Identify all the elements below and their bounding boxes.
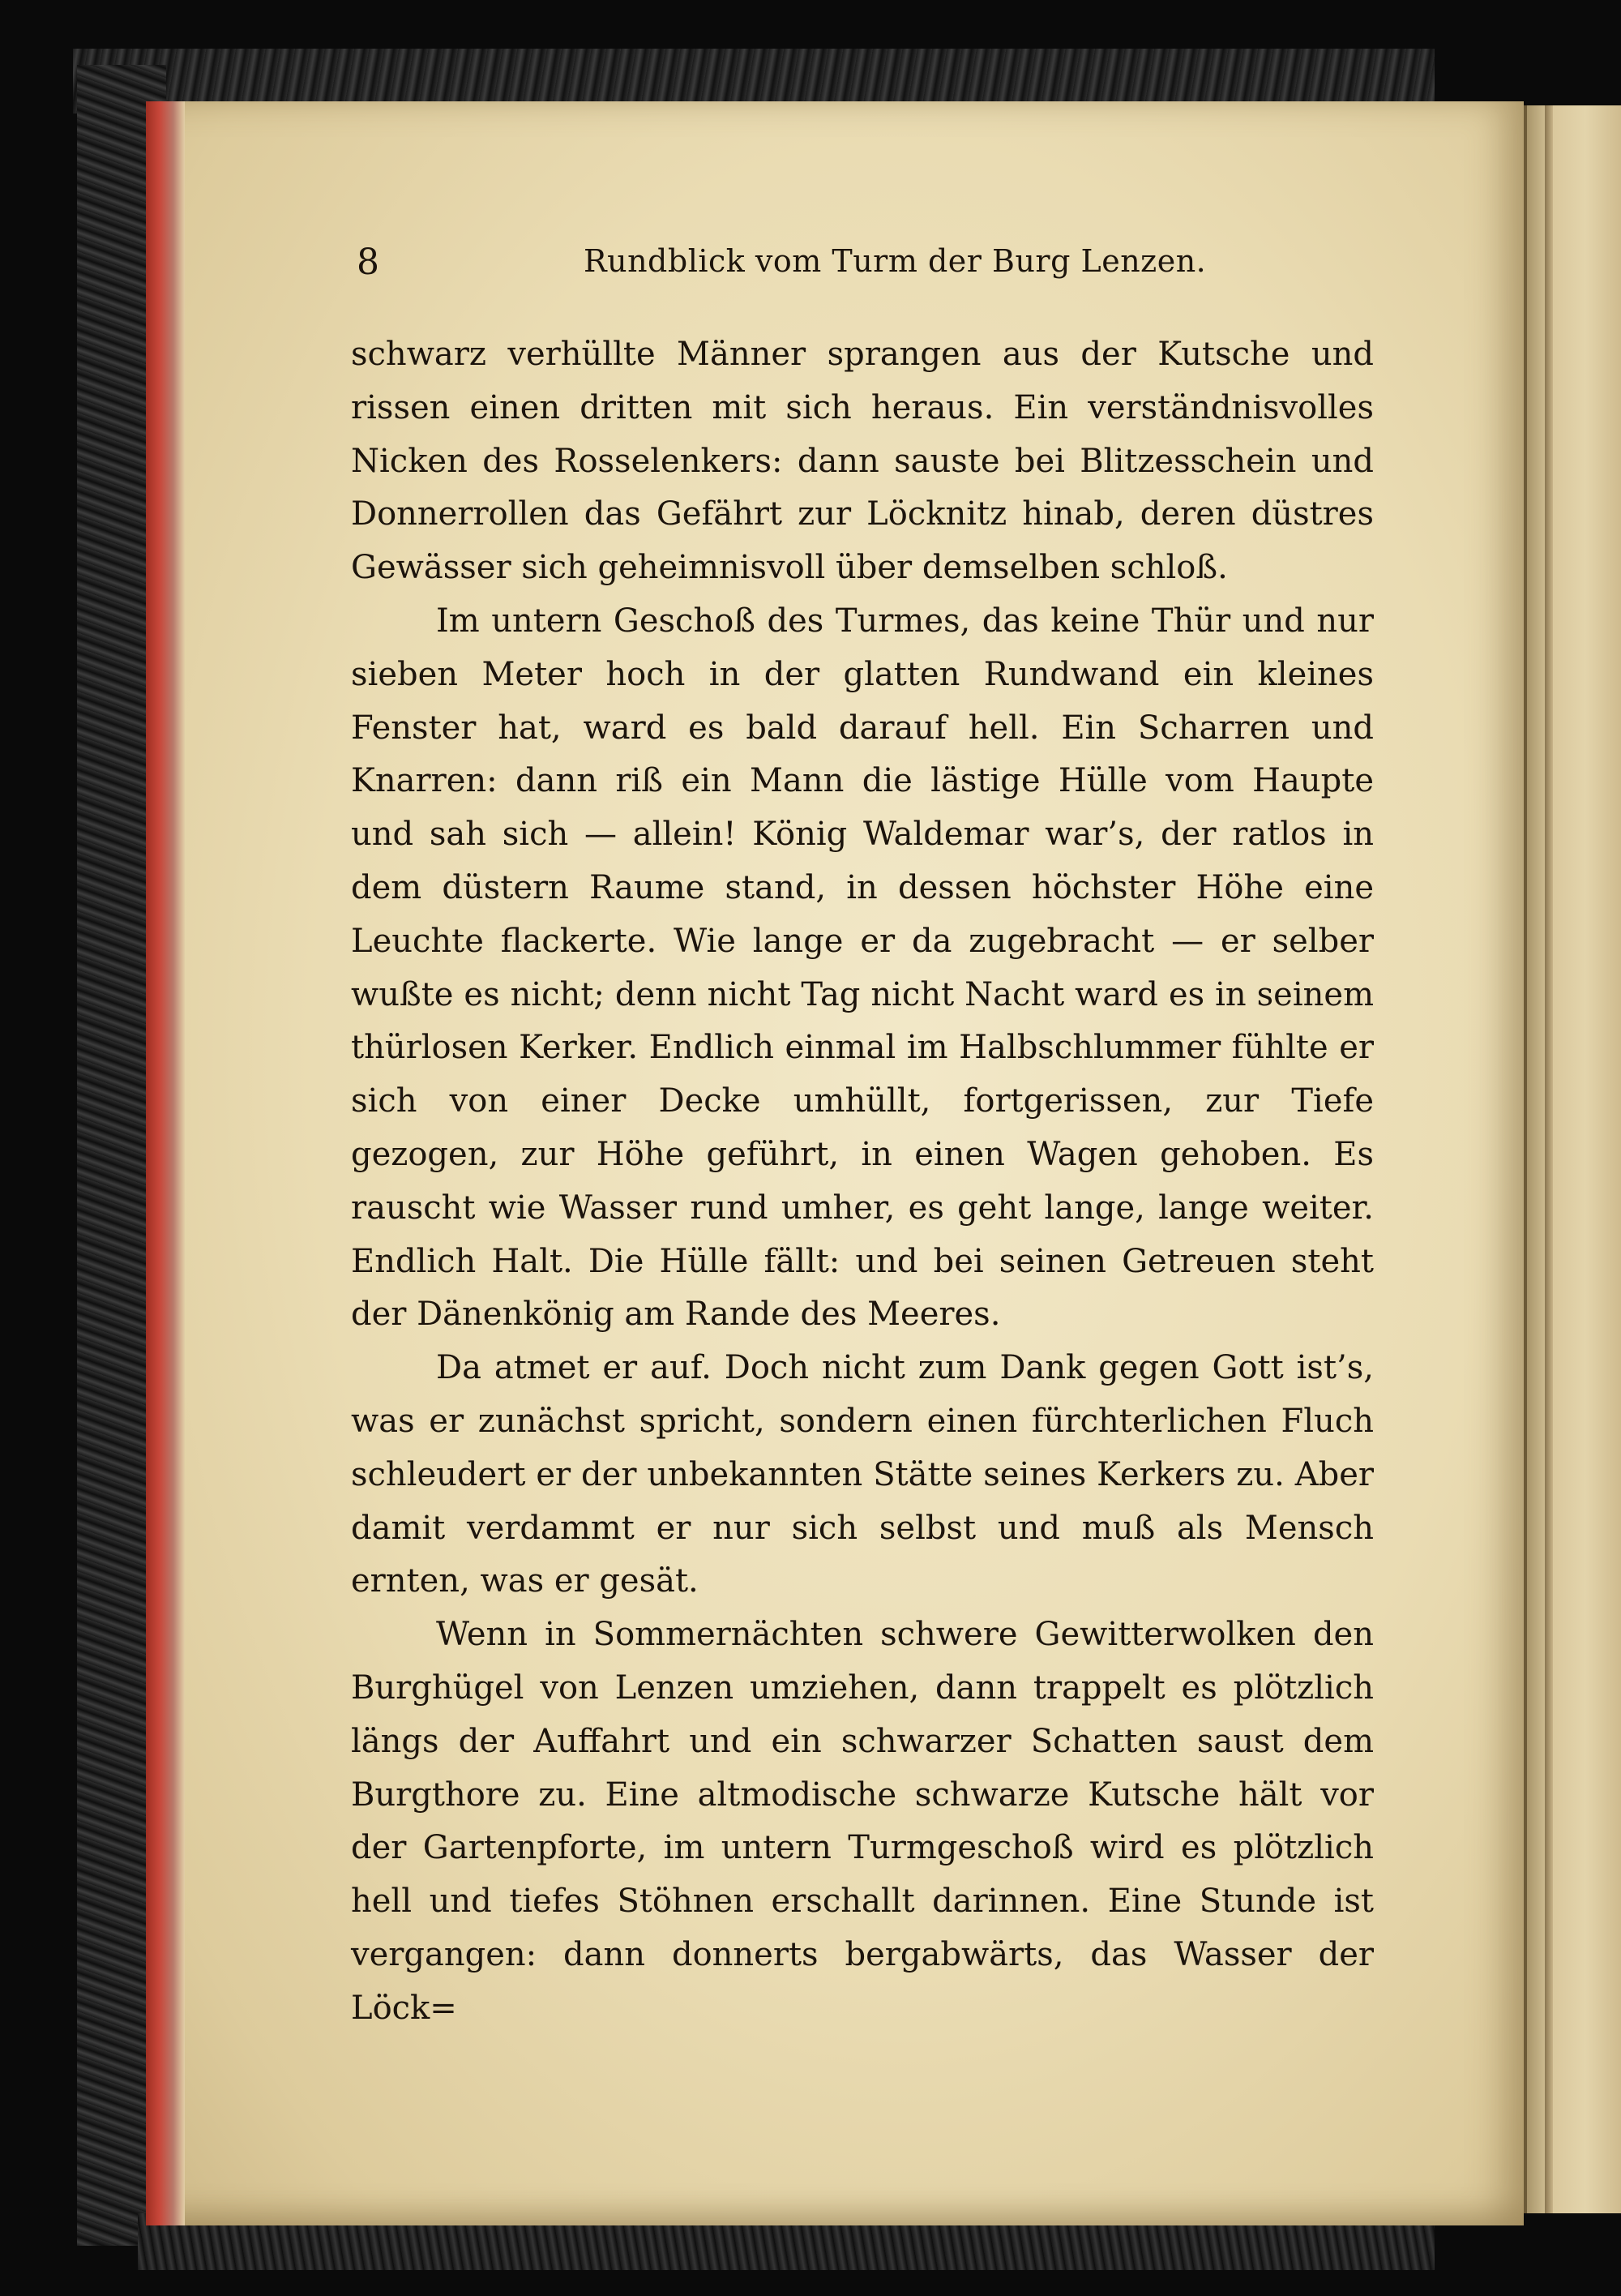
paragraph: Im untern Geschoß des Turmes, das keine Thür und nur sieben Meter hoch in der glatten Rundwand ein kleines Fenster hat, ward es bald darauf hell. Ein Scharren und Knarren: dann riß ein Mann die lästige Hülle vom Haupte und sah sich — allein! König Waldemar war’s, der ratlos in dem düstern Raume stand, in dessen höchster Höhe eine Leuchte flackerte. Wie lange er da zugebracht — er selber wußte es nicht; denn nicht Tag nicht Nacht ward es in seinem thürlosen Kerker. Endlich einmal im Halbschlummer fühlte er sich von einer Decke umhüllt, fortgerissen, zur Tiefe gezogen, zur Höhe geführt, in einen Wagen gehoben. Es rauscht wie Wasser rund umher, es geht lange, lange weiter. Endlich Halt. Die Hülle fällt: und bei seinen Getreuen steht der Dänenkönig am Rande des Meeres. [351,602,1374,1334]
paragraph: schwarz verhüllte Männer sprangen aus der Kutsche und rissen einen dritten mit sich heraus. Ein verständnisvolles Nicken des Rosselenkers: dann sauste bei Blitzesschein und Donnerrollen das Gefährt zur Löcknitz hinab, deren düstres Gewässer sich geheimnisvoll über demselben schloß. [351,336,1374,587]
paragraph: Wenn in Sommernächten schwere Gewitterwolken den Burghügel von Lenzen umziehen, dann trappelt es plötzlich längs der Auffahrt und ein schwarzer Schatten saust dem Burgthore zu. Eine altmodische schwarze Kutsche hält vor der Gartenpforte, im untern Turmgeschoß wird es plötzlich hell und tiefes Stöhnen erschallt darinnen. Eine Stunde ist vergangen: dann donnerts bergabwärts, das Wasser der Löck= [351,1616,1374,2027]
page-number: 8 [357,242,379,283]
running-head: Rundblick vom Turm der Burg Lenzen. [584,243,1207,279]
body-text [351,328,1374,2027]
page-red-edge [146,101,185,2225]
facing-page-edge [1524,105,1621,2213]
paragraph: Da atmet er auf. Doch nicht zum Dank gegen Gott ist’s, was er zunächst spricht, sondern einen fürchterlichen Fluch schleudert er der unbekannten Stätte seines Kerkers zu. Aber damit verdammt er nur sich selbst und muß als Mensch ernten, was er gesät. [351,1349,1374,1600]
